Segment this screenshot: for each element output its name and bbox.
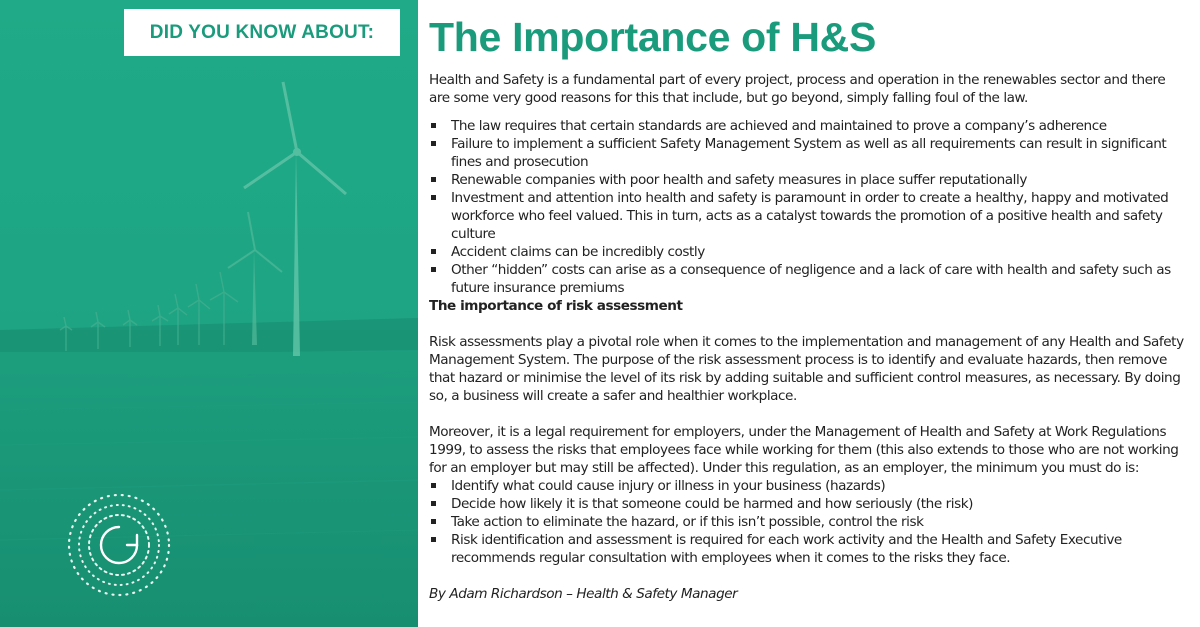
list-item: Decide how likely it is that someone could be harmed and how seriously (the risk): [429, 495, 1185, 513]
wind-turbine-scene: [0, 0, 418, 627]
list-item: Take action to eliminate the hazard, or if this isn’t possible, control the risk: [429, 513, 1185, 531]
list-item: Risk identification and assessment is required for each work activity and the Health and Safety Executive recommends regular consultation with employees when it comes to the risks they face.: [429, 531, 1185, 567]
list-item: Investment and attention into health and safety is paramount in order to create a healthy, happy and motivated workforce who feel valued. This in turn, acts as a catalyst towards the promotion of a positive health and safety culture: [429, 189, 1185, 243]
wind-farm-image: [0, 0, 418, 627]
banner-label: DID YOU KNOW ABOUT:: [149, 21, 375, 43]
did-you-know-banner: [124, 9, 400, 56]
list-item: Identify what could cause injury or illness in your business (hazards): [429, 477, 1185, 495]
list-item: Other “hidden” costs can arise as a consequence of negligence and a lack of care with health and safety such as future insurance premiums: [429, 261, 1185, 297]
requirements-list: [429, 477, 1185, 567]
list-item: Renewable companies with poor health and safety measures in place suffer reputationally: [429, 171, 1185, 189]
list-item: The law requires that certain standards are achieved and maintained to prove a company’s adherence: [429, 117, 1185, 135]
concentric-dotted-rings-logo-icon: [64, 490, 174, 600]
section-heading: The importance of risk assessment: [429, 298, 683, 314]
author-byline: By Adam Richardson – Health & Safety Manager: [429, 586, 738, 602]
article: [428, 0, 1188, 627]
list-item: Failure to implement a sufficient Safety Management System as well as all requirements can result in significant fines and prosecution: [429, 135, 1185, 171]
page-title: The Importance of H&S: [429, 14, 877, 60]
risk-paragraph: Risk assessments play a pivotal role when it comes to the implementation and management of any Health and Safety Management System. The purpose of the risk assessment process is to identify and evaluate hazards, then remove that hazard or minimise the level of its risk by adding suitable and sufficient control measures, as necessary. By doing so, a business will create a safer and healthier workplace.: [429, 334, 1184, 404]
legal-paragraph: Moreover, it is a legal requirement for employers, under the Management of Health and Safety at Work Regulations 1999, to assess the risks that employees face while working for them (this also extends to those who are not working for an employer but may still be affected). Under this regulation, as an employer, the minimum you must do is:: [429, 424, 1179, 476]
intro-paragraph: Health and Safety is a fundamental part of every project, process and operation in the renewables sector and there are some very good reasons for this that include, but go beyond, simply falling foul of the law.: [429, 72, 1166, 106]
reasons-list: [429, 117, 1185, 297]
list-item: Accident claims can be incredibly costly: [429, 243, 1185, 261]
article-body: [429, 71, 1185, 603]
